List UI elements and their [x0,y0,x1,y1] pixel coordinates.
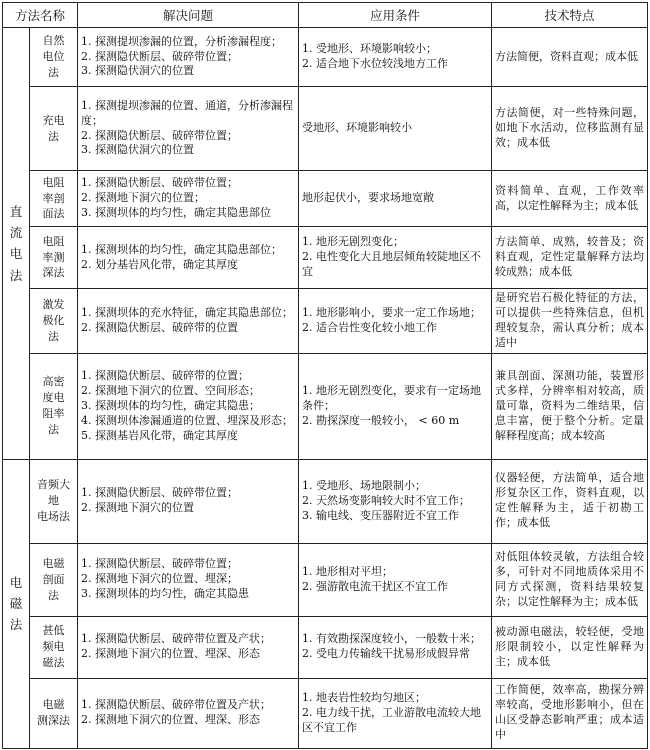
category-cell [3,28,30,460]
problem-line: 2. 探测地下洞穴的位置、空间形态； [81,383,261,397]
header-method-name: 方法名称 [3,3,78,28]
condition-line: 2. 电性变化大且地层倾角较陡地区不宜 [302,250,482,278]
features-cell [492,459,648,543]
table-row [3,289,648,354]
feature-line: 方法简单、成熟，较普及；资料直观，定性定量解释方法均较成熟；成本低 [495,235,645,278]
problem-line: 2. 探测隐伏断层、破碎带位置； [81,49,239,63]
condition-line: 2. 强游散电流干扰区不宜工作 [302,579,449,593]
category-char: 磁 [9,596,23,612]
feature-line: 方法简便，资料直观；成本低 [495,49,639,63]
header-features: 技术特点 [492,3,648,28]
conditions-cell [299,227,492,289]
method-name-line: 率测 [42,250,65,264]
problem-line: 2. 探测地下洞穴的位置、埋深、形态 [81,647,261,661]
method-name-line: 法 [48,423,59,437]
conditions-cell [299,678,492,748]
method-name-line: 充电 [42,113,65,127]
conditions-cell [299,616,492,678]
method-name-cell [30,678,78,748]
method-name-line: 面法 [42,207,65,221]
problems-cell [78,87,299,171]
problem-line: 3. 探测坝体的均匀性，确定其隐患部位 [81,205,272,219]
condition-line: 受地形、环境影响较小 [302,121,413,135]
method-name-line: 率剖 [42,191,65,205]
problems-cell [78,616,299,678]
method-name-line: 音频大地 [37,478,70,508]
category-char: 流 [9,225,23,241]
method-name-line: 测深法 [37,714,70,728]
problem-line: 2. 探测地下洞穴的位置、埋深； [81,572,239,586]
method-name-line: 法 [48,65,59,79]
feature-line: 被动源电磁法，较轻便，受地形限制较小，以定性解释为主；成本低 [495,624,645,668]
condition-line: 2. 电力线干扰，工业游散电流较大地区不宜工作 [302,705,482,734]
problems-cell [78,353,299,459]
problem-line: 1. 探测坝体的均匀性，确定其隐患部位； [81,242,283,256]
features-cell [492,28,648,87]
method-name-line: 激发 [42,298,65,311]
table-row [3,459,648,543]
condition-line: 1. 地形无剧烈变化，要求有一定场地条件； [302,383,482,412]
method-name-line: 电场法 [37,510,70,524]
method-name-cell [30,459,78,543]
condition-line: 1. 地形影响小，要求一定工作场地； [302,305,482,319]
features-cell [492,678,648,748]
features-cell [492,171,648,227]
condition-line: 1. 地形无剧烈变化； [302,235,405,249]
conditions-cell [299,171,492,227]
method-name-line: 阻率 [42,407,65,421]
problem-line: 1. 探测隐伏断层、破碎带位置； [81,176,239,190]
feature-line: 资料简单、直观，工作效率高，以定性解释为主；成本低 [495,183,645,212]
condition-line: 1. 地形相对平坦； [302,564,394,578]
condition-line: 2. 受电力传输线干扰易形成假异常 [302,647,471,661]
problem-line: 1. 探测隐伏断层、破碎带位置； [81,557,239,571]
method-name-line: 电阻 [42,234,65,248]
conditions-cell [299,87,492,171]
feature-line: 方法简便，对一些特殊问题，如地下水活动，位移监测有显效；成本低 [495,106,645,149]
category-cell [3,459,30,748]
problem-line: 1. 探测隐伏断层、破碎带的位置； [81,368,250,382]
condition-line: 2. 天然场变影响较大时不宜工作； [302,493,471,507]
header-conditions: 应用条件 [299,3,492,28]
problem-line: 1. 探测坝体的充水特征，确定其隐患部位； [81,305,294,319]
table-row [3,353,648,459]
conditions-cell [299,28,492,87]
problem-line: 4. 探测坝体渗漏通道的位置、埋深及形态； [81,413,294,427]
problem-line: 5. 探测基岩风化带，确定其厚度 [81,428,239,442]
conditions-cell [299,289,492,354]
method-name-line: 电位 [42,50,65,64]
condition-line: 3. 输电线、变压器附近不宜工作 [302,508,460,522]
method-name-line: 度电 [42,391,65,405]
method-name-line: 剖面 [42,572,65,586]
problem-line: 2. 探测隐伏断层、破碎带位置； [81,128,239,142]
method-name-cell [30,28,78,87]
features-cell [492,227,648,289]
method-name-line: 电阻 [42,175,65,189]
method-name-line: 电磁 [42,556,65,570]
table-row [3,227,648,289]
method-name-cell [30,87,78,171]
method-name-cell [30,289,78,354]
method-name-line: 极化 [42,313,65,327]
feature-line: 是研究岩石极化特征的方法，可以提供一些特殊信息，但机理较复杂，需认真分析；成本适中 [495,291,645,349]
condition-line: 2. 适合岩性变化较小地工作 [302,320,438,334]
problems-cell [78,543,299,616]
condition-line: 1. 受地形、环境影响较小； [302,42,438,56]
table-row [3,87,648,171]
conditions-cell [299,543,492,616]
method-name-cell [30,616,78,678]
category-char: 电 [9,246,23,262]
table-body [3,28,648,749]
features-cell [492,616,648,678]
category-char: 法 [9,617,23,633]
header-row [3,3,648,28]
problem-line: 1. 探测隐伏断层、破碎带位置及产状； [81,698,272,712]
problem-line: 3. 探测隐伏洞穴的位置 [81,143,195,157]
condition-line: 1. 地表岩性较均匀地区； [302,690,427,704]
method-name-line: 自然 [42,34,65,48]
method-name-line: 甚低 [42,624,65,638]
conditions-cell [299,459,492,543]
method-name-line: 高密 [42,375,65,389]
problem-line: 3. 探测坝体的均匀性，确定其隐患 [81,587,250,601]
method-name-cell [30,171,78,227]
problems-cell [78,289,299,354]
problem-line: 2. 探测地下洞穴的位置； [81,191,206,205]
method-name-line: 法 [48,129,59,143]
method-name-line: 法 [48,588,59,602]
problem-line: 2. 划分基岩风化带，确定其厚度 [81,257,239,271]
condition-line: 1. 有效勘探深度较小，一般数十米； [302,632,482,646]
conditions-cell [299,353,492,459]
category-char: 电 [9,574,23,590]
method-name-cell [30,353,78,459]
problem-line: 2. 探测隐伏断层、破碎带的位置 [81,320,239,334]
category-char: 法 [9,267,23,283]
problem-line: 2. 探测地下洞穴的位置 [81,501,195,515]
method-name-cell [30,227,78,289]
condition-line: 1. 受地形、场地限制小； [302,478,427,492]
header-problems: 解决问题 [78,3,299,28]
table-row [3,678,648,748]
problem-line: 1. 探测隐伏断层、破碎带位置； [81,486,239,500]
problem-line: 1. 探测隐伏断层、破碎带位置及产状； [81,632,272,646]
condition-line: 2. 勘探深度一般较小， < 60 m [302,413,460,427]
condition-line: 2. 适合地下水位较浅地方工作 [302,57,449,70]
problem-line: 2. 探测地下洞穴的位置、埋深、形态 [81,713,261,727]
problems-cell [78,171,299,227]
features-cell [492,353,648,459]
features-cell [492,289,648,354]
table-row [3,616,648,678]
method-name-line: 深法 [42,266,65,280]
method-name-cell [30,543,78,616]
problems-cell [78,459,299,543]
problems-cell [78,678,299,748]
feature-line: 仪器轻便，方法简单，适合地形复杂区工作，资料直观，以定性解释为主，适于初勘工作；成本低 [495,471,645,530]
problem-line: 1. 探测提坝渗漏的位置，分析渗漏程度； [81,34,283,48]
table-row [3,543,648,616]
method-name-line: 频电 [42,640,65,654]
feature-line: 兼具剖面、深测功能，装置形式多样，分辨率相对较高，质量可靠，资料为二维结果，信息丰富，便于整个分析。定量解释程度高；成本较高 [495,368,645,442]
method-name-line: 电磁 [42,698,65,712]
table-row [3,171,648,227]
condition-line: 地形起伏小，要求场地宽敞 [302,191,435,205]
problem-line: 3. 探测隐伏洞穴的位置 [81,64,195,78]
problem-line: 1. 探测提坝渗漏的位置、通道，分析渗漏程度； [81,98,294,127]
problems-cell [78,28,299,87]
problems-cell [78,227,299,289]
method-name-line: 磁法 [42,656,65,670]
table-row [3,28,648,87]
features-cell [492,87,648,171]
feature-line: 工作简便，效率高，勘探分辨率较高，受地形影响小，但在山区受静态影响严重；成本适中 [495,683,645,742]
feature-line: 对低阻体较灵敏，方法组合较多，可针对不同地质体采用不同方式探测，资料结果较复杂；以定性解释为主；成本低 [495,549,645,608]
category-char: 直 [9,203,23,219]
features-cell [492,543,648,616]
methods-table [2,2,648,749]
problem-line: 3. 探测坝体的均匀性，确定其隐患； [81,398,261,412]
method-name-line: 法 [48,329,59,343]
